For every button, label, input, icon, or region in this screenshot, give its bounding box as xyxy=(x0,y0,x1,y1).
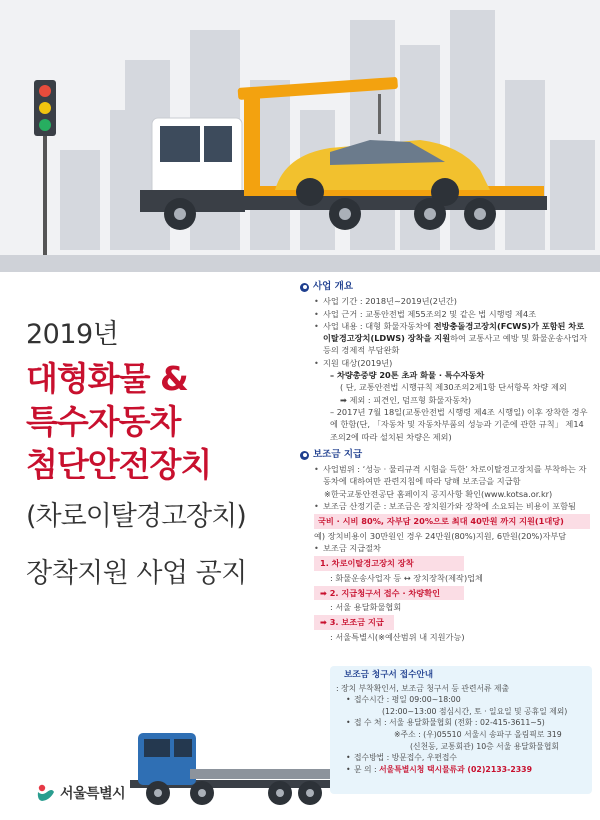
overview-period: • 사업 기간 : 2018년~2019년(2년간) xyxy=(314,296,457,307)
tow-truck-illustration xyxy=(0,0,600,272)
title-block xyxy=(26,312,296,590)
title-line-3: 첨단안전장치 xyxy=(26,445,212,484)
receipt-contact: • 문 의 : 서울특별시청 택시물류과 (02)2133-2339 xyxy=(346,764,533,774)
subsidy-calc: • 보조금 산정기준 : 보조금은 장치원가와 장착에 소요되는 비용이 포함됨 xyxy=(314,501,576,512)
subsidy-rate-band: 국비 · 시비 80%, 자부담 20%으로 최대 40만원 까지 지원(1대당) xyxy=(314,514,590,528)
subsidy-heading: 보조금 지급 xyxy=(300,449,590,461)
receipt-title: 보조금 청구서 접수안내 xyxy=(344,670,433,680)
subsidy-example: 예) 장치비용이 30만원인 경우 24만원(80%)지원, 6만원(20%)자부담 xyxy=(314,530,567,541)
section-bullet-icon xyxy=(300,283,309,292)
title-line-4: (차로이탈경고장치) xyxy=(26,501,246,532)
semi-truck-illustration xyxy=(130,725,330,810)
subsidy-scope: • 사업범위 : ‘성능 · 물리규격 시험을 득한’ 차로이탈경고장치를 부착하는 자동차에 대하여만 관련지침에 따라 당해 보조금을 지급함 xyxy=(314,464,587,487)
info-column xyxy=(300,281,590,643)
seoul-logo-icon xyxy=(34,782,56,804)
overview-target-a-note: ( 단, 교통안전법 시행규칙 제30조의2제1항 단서항목 차량 제외 xyxy=(340,382,567,393)
procedure-step-2: ➡ 2. 지급청구서 접수 · 차량확인 xyxy=(314,586,464,600)
receipt-place: • 접 수 처 : 서울 용달화물협회 (전화 : 02-415-3611~5) xyxy=(346,718,545,728)
title-line-5: 장착지원 사업 공지 xyxy=(26,558,247,589)
overview-target-b: – 2017년 7월 18일(교통안전법 시행령 제4조 시행일) 이후 장착한 경우에 한함(단, 「자동차 및 자동차부품의 성능과 기준에 관한 규칙」 제14조의2에 따라 설치된 차량은 제외) xyxy=(330,406,588,442)
seoul-logo xyxy=(34,782,125,804)
procedure-step-3-desc: : 서울특별시(※예산범위 내 지원가능) xyxy=(330,631,465,642)
title-year: 2019년 xyxy=(26,319,119,350)
overview-target: • 지원 대상(2019년) xyxy=(314,357,393,368)
procedure-step-1-desc: : 화물운송사업자 등 ↔ 장치장착(제작)업체 xyxy=(330,572,483,583)
subsidy-procedure: • 보조금 지급절차 xyxy=(314,542,381,553)
overview-heading: 사업 개요 xyxy=(300,281,590,293)
procedure-step-2-desc: : 서울 용달화물협회 xyxy=(330,602,402,613)
overview-target-a: – 차량총중량 20톤 초과 화물 · 특수자동차 xyxy=(330,370,485,381)
overview-content: • 사업 내용 : 대형 화물자동차에 전방충돌경고장치(FCWS)가 포함된 차로이탈경고장치(LDWS) 장착을 지원하여 교통사고 예방 및 화물운송사업자 등의 경제적 부담완화 xyxy=(314,320,588,356)
receipt-address-2: (신천동, 교통회관) 10층 서울 용달화물협회 xyxy=(410,741,559,751)
receipt-time-note: (12:00~13:00 점심시간, 토 · 일요일 및 공휴일 제외) xyxy=(382,706,568,716)
subsidy-scope-note: ※한국교통안전공단 홈페이지 공지사항 확인(www.kotsa.or.kr) xyxy=(324,488,553,499)
procedure-step-3: ➡ 3. 보조금 지급 xyxy=(314,615,394,629)
overview-basis: • 사업 근거 : 교통안전법 제55조의2 및 같은 법 시행령 제4조 xyxy=(314,308,537,319)
receipt-method: • 접수방법 : 방문접수, 우편접수 xyxy=(346,753,457,763)
procedure-step-1: 1. 차로이탈경고장치 장착 xyxy=(314,556,464,570)
title-line-2: 특수자동차 xyxy=(26,402,181,441)
overview-target-a-excl: ➡ 제외 : 피견인, 덤프형 화물자동차) xyxy=(340,394,472,405)
receipt-info-box xyxy=(330,666,592,794)
section-bullet-icon xyxy=(300,451,309,460)
seoul-logo-text: 서울특별시 xyxy=(60,786,126,802)
hero-illustration xyxy=(0,0,600,272)
receipt-time: • 접수시간 : 평일 09:00~18:00 xyxy=(346,695,461,705)
title-line-1: 대형화물 & xyxy=(26,359,188,398)
receipt-address: ※주소 : (우)05510 서울시 송파구 올림픽로 319 xyxy=(394,729,562,739)
receipt-intro: : 장치 부착확인서, 보조금 청구서 등 관련서류 제출 xyxy=(336,683,510,693)
